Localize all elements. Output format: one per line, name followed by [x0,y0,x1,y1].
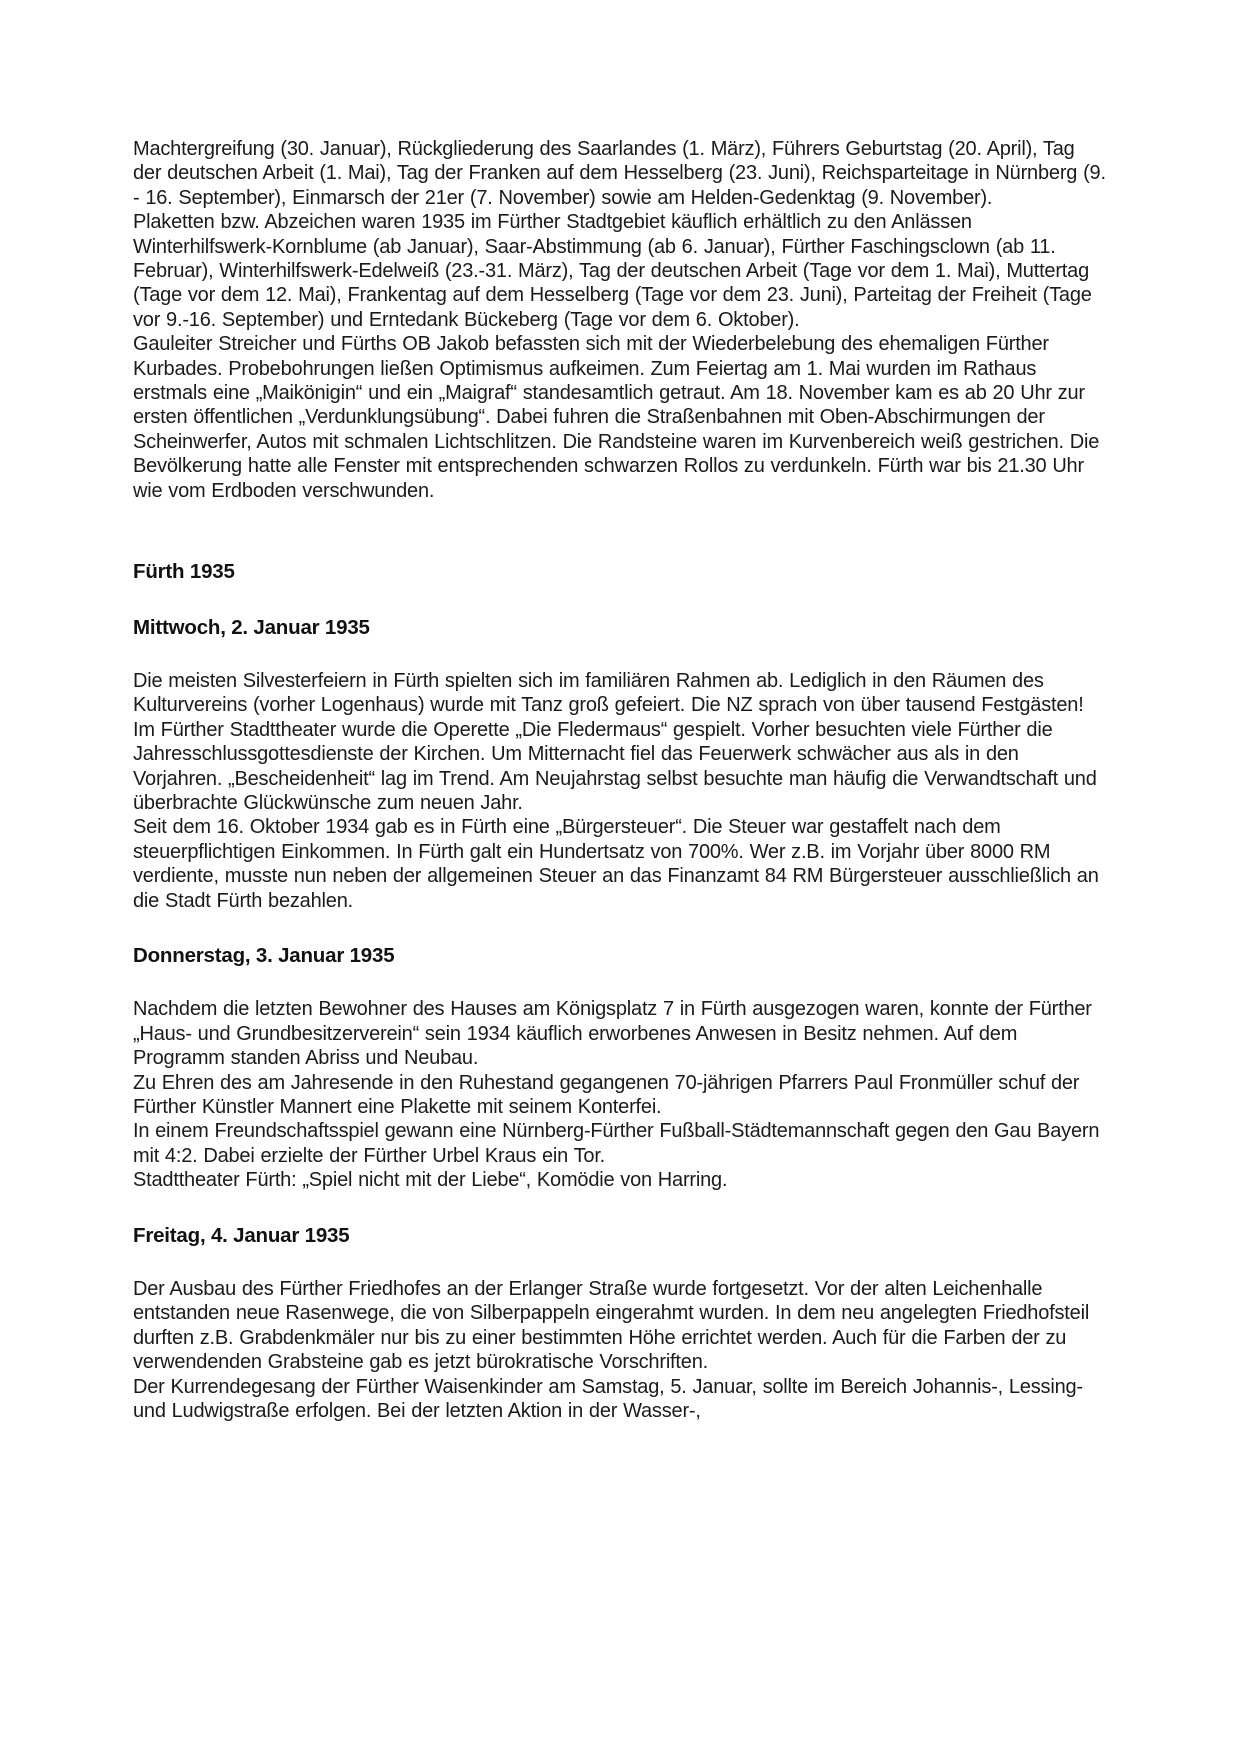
paragraph: Seit dem 16. Oktober 1934 gab es in Fürth eine „Bürgersteuer“. Die Steuer war gestaffelt nach dem steuerpflichtigen Einkommen. In Fürth galt ein Hundertsatz von 700%. Wer z.B. im Vorjahr über 8000 RM verdiente, musste nun neben der allgemeinen Steuer an das Finanzamt 84 RM Bürgersteuer ausschließlich an die Stadt Fürth bezahlen. [133,816,1099,912]
paragraph: Zu Ehren des am Jahresende in den Ruhestand gegangenen 70-jährigen Pfarrers Paul Fronmüller schuf der Fürther Künstler Mannert eine Plakette mit seinem Konterfei. [133,1071,1080,1118]
paragraph: Der Kurrendegesang der Fürther Waisenkinder am Samstag, 5. Januar, sollte im Bereich Johannis-, Lessing- und Ludwigstraße erfolgen. Bei der letzten Aktion in der Wasser-, [133,1375,1083,1423]
paragraph: In einem Freundschaftsspiel gewann eine Nürnberg-Fürther Fußball-Städtemannschaft gegen den Gau Bayern mit 4:2. Dabei erzielte der Fürther Urbel Kraus ein Tor. [133,1120,1100,1167]
date-heading: Mittwoch, 2. Januar 1935 [133,615,370,639]
paragraph: Stadttheater Fürth: „Spiel nicht mit der Liebe“, Komödie von Harring. [133,1169,728,1192]
paragraph: Die meisten Silvesterfeiern in Fürth spielten sich im familiären Rahmen ab. Lediglich in den Räumen des Kulturvereins (vorher Logenhaus) wurde mit Tanz groß gefeiert. Die NZ sprach von über tausend Festgästen! Im Fürther Stadttheater wurde die Operette „Die Fledermaus“ gespielt. Vorher besuchten viele Fürther die Jahresschlussgottesdienste der Kirchen. Um Mitternacht fiel das Feuerwerk schwächer aus als in den Vorjahren. „Bescheidenheit“ lag im Trend. Am Neujahrstag selbst besuchte man häufig die Verwandtschaft und überbrachte Glückwünsche zum neuen Jahr. [133,669,1097,814]
paragraph: Der Ausbau des Fürther Friedhofes an der Erlanger Straße wurde fortgesetzt. Vor der alten Leichenhalle entstanden neue Rasenwege, die von Silberpappeln eingerahmt wurden. In dem neu angelegten Friedhofsteil durften z.B. Grabdenkmäler nur bis zu einer bestimmten Höhe errichtet werden. Auch für die Farben der zu verwendenden Grabsteine gab es jetzt bürokratische Vorschriften. [133,1278,1090,1374]
paragraph: Gauleiter Streicher und Fürths OB Jakob befassten sich mit der Wiederbelebung des ehemaligen Fürther Kurbades. Probebohrungen ließen Optimismus aufkeimen. Zum Feiertag am 1. Mai wurden im Rathaus erstmals eine „Maikönigin“ und ein „Maigraf“ standesamtlich getraut. Am 18. November kam es ab 20 Uhr zur ersten öffentlichen „Verdunklungsübung“. Dabei fuhren die Straßenbahnen mit Oben-Abschirmungen der Scheinwerfer, Autos mit schmalen Lichtschlitzen. Die Randsteine waren im Kurvenbereich weiß gestrichen. Die Bevölkerung hatte alle Fenster mit entsprechenden schwarzen Rollos zu verdunkeln. Fürth war bis 21.30 Uhr wie vom Erdboden verschwunden. [133,333,1100,502]
document-body [133,137,1107,1423]
paragraph: Plaketten bzw. Abzeichen waren 1935 im Fürther Stadtgebiet käuflich erhältlich zu den Anlässen Winterhilfswerk-Kornblume (ab Januar), Saar-Abstimmung (ab 6. Januar), Fürther Faschingsclown (ab 11. Februar), Winterhilfswerk-Edelweiß (23.-31. März), Tag der deutschen Arbeit (Tage vor dem 1. Mai), Muttertag (Tage vor dem 12. Mai), Frankentag auf dem Hesselberg (Tage vor dem 23. Juni), Parteitag der Freiheit (Tage vor 9.-16. September) und Erntedank Bückeberg (Tage vor dem 6. Oktober). [133,211,1092,331]
date-heading: Donnerstag, 3. Januar 1935 [133,943,395,967]
document-title: Fürth 1935 [133,560,235,584]
paragraph: Nachdem die letzten Bewohner des Hauses am Königsplatz 7 in Fürth ausgezogen waren, konnte der Fürther „Haus- und Grundbesitzerverein“ sein 1934 käuflich erworbenes Anwesen in Besitz nehmen. Auf dem Programm standen Abriss und Neubau. [133,998,1092,1070]
paragraph: Machtergreifung (30. Januar), Rückgliederung des Saarlandes (1. März), Führers Geburtstag (20. April), Tag der deutschen Arbeit (1. Mai), Tag der Franken auf dem Hesselberg (23. Juni), Reichsparteitage in Nürnberg (9. - 16. September), Einmarsch der 21er (7. November) sowie am Helden-Gedenktag (9. November). [133,138,1106,209]
date-heading: Freitag, 4. Januar 1935 [133,1223,350,1247]
